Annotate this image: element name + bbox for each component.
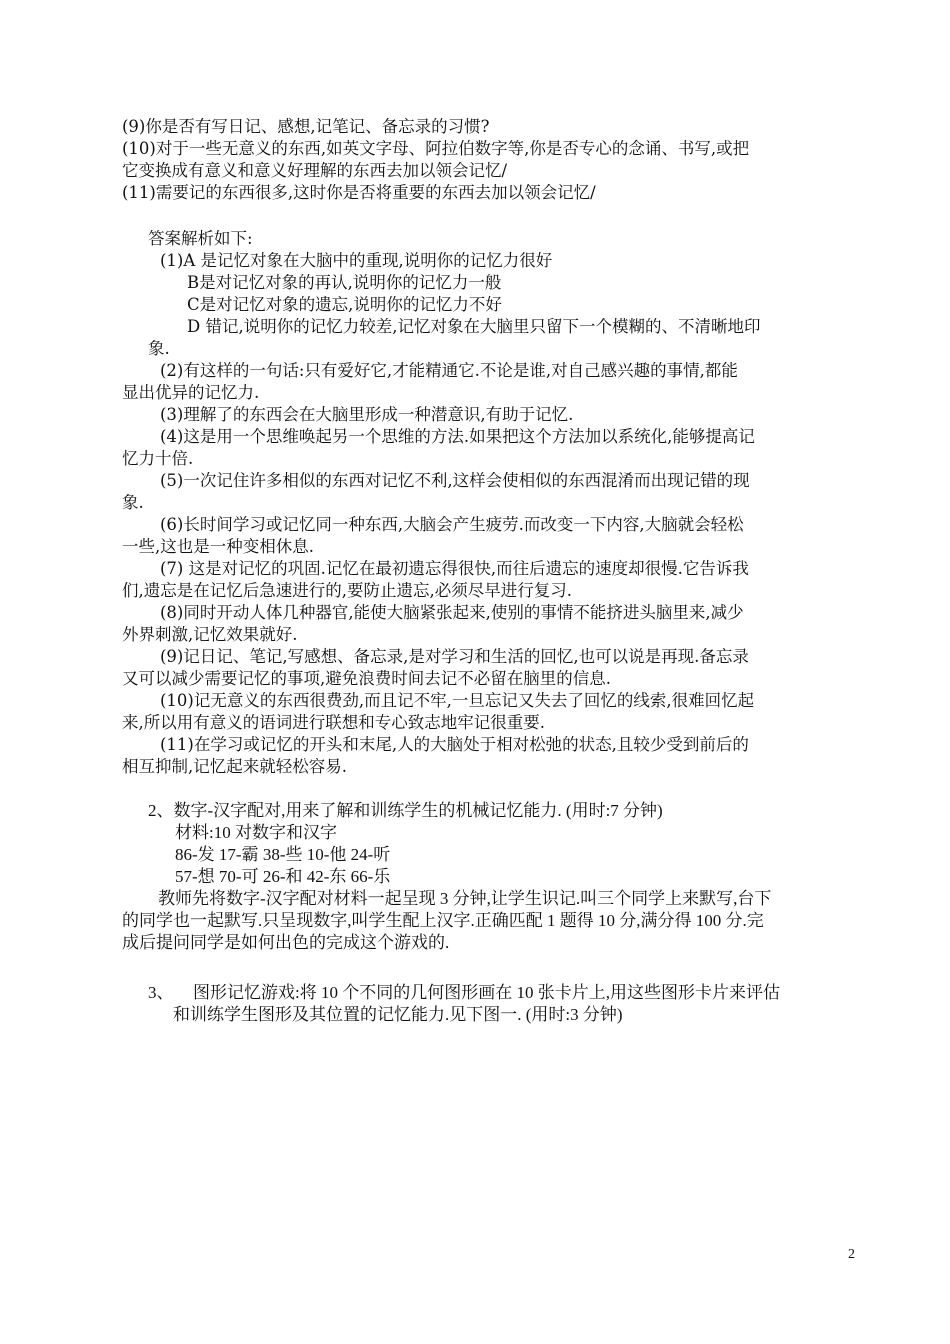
answer-5-line-1: (5)一次记住许多相似的东西对记忆不利,这样会使相似的东西混淆而出现记错的现 [160,471,750,490]
question-10-line-1: (10)对于一些无意义的东西,如英文字母、阿拉伯数字等,你是否专心的念诵、书写,或把 [122,139,750,158]
answer-9-line-1: (9)记日记、笔记,写感想、备忘录,是对学习和生活的回忆,也可以说是再现.备忘录 [160,647,749,666]
answers-heading: 答案解析如下: [148,229,253,248]
answer-11-line-1: (11)在学习或记忆的开头和末尾,人的大脑处于相对松弛的状态,且较少受到前后的 [160,735,749,754]
section-2-pairs-row-1: 86-发 17-霸 38-些 10-他 24-听 [175,845,391,864]
answer-8-line-1: (8)同时开动人体几种器官,能使大脑紧张起来,使别的事情不能挤进头脑里来,减少 [160,603,744,622]
question-10-line-2: 它变换成有意义和意义好理解的东西去加以领会记忆/ [122,161,508,180]
section-2-material: 材料:10 对数字和汉字 [175,823,337,842]
answer-10-line-1: (10)记无意义的东西很费劲,而且记不牢,一旦忘记又失去了回忆的线索,很难回忆起 [160,691,755,710]
answer-1-d-line-2: 象. [148,339,170,358]
answer-11-line-2: 相互抑制,记忆起来就轻松容易. [122,757,347,776]
answer-2-line-2: 显出优异的记忆力. [122,383,260,402]
section-2-title: 2、数字-汉字配对,用来了解和训练学生的机械记忆能力. (用时:7 分钟) [148,801,663,820]
section-2-paragraph-line-1: 教师先将数字-汉字配对材料一起呈现 3 分钟,让学生识记.叫三个同学上来默写,台下 [158,889,772,908]
question-11: (11)需要记的东西很多,这时你是否将重要的东西去加以领会记忆/ [122,183,596,202]
page-number: 2 [848,1247,855,1262]
answer-1-d-line-1: D 错记,说明你的记忆力较差,记忆对象在大脑里只留下一个模糊的、不清晰地印 [187,317,761,336]
answer-6-line-2: 一些,这也是一种变相休息. [122,537,314,556]
answer-3: (3)理解了的东西会在大脑里形成一种潜意识,有助于记忆. [160,405,574,424]
question-9: (9)你是否有写日记、感想,记笔记、备忘录的习惯? [122,117,490,136]
answer-5-line-2: 象. [122,493,144,512]
section-2-paragraph-line-2: 的同学也一起默写.只呈现数字,叫学生配上汉字.正确匹配 1 题得 10 分,满分得 100 分.完 [122,911,764,930]
answer-9-line-2: 又可以减少需要记忆的事项,避免浪费时间去记不必留在脑里的信息. [122,669,611,688]
answer-1-a: (1)A 是记忆对象在大脑中的重现,说明你的记忆力很好 [160,251,553,270]
section-3-number: 3、 [148,983,174,1002]
answer-4-line-1: (4)这是用一个思维唤起另一个思维的方法.如果把这个方法加以系统化,能够提高记 [160,427,755,446]
answer-1-c: C是对记忆对象的遗忘,说明你的记忆力不好 [187,295,502,314]
section-3-line-2: 和训练学生图形及其位置的记忆能力.见下图一. (用时:3 分钟) [173,1005,623,1024]
section-3-line-1: 图形记忆游戏:将 10 个不同的几何图形画在 10 张卡片上,用这些图形卡片来评估 [193,983,780,1002]
answer-7-line-1: (7) 这是对记忆的巩固.记忆在最初遗忘得很快,而往后遗忘的速度却很慢.它告诉我 [160,559,749,578]
answer-8-line-2: 外界刺激,记忆效果就好. [122,625,298,644]
answer-1-b: B是对记忆对象的再认,说明你的记忆力一般 [187,273,502,292]
answer-4-line-2: 忆力十倍. [122,449,194,468]
answer-6-line-1: (6)长时间学习或记忆同一种东西,大脑会产生疲劳.而改变一下内容,大脑就会轻松 [160,515,744,534]
section-2-pairs-row-2: 57-想 70-可 26-和 42-东 66-乐 [175,867,391,886]
section-2-paragraph-line-3: 成后提问同学是如何出色的完成这个游戏的. [122,933,450,952]
answer-10-line-2: 来,所以用有意义的语词进行联想和专心致志地牢记很重要. [122,713,545,732]
answer-7-line-2: 们,遗忘是在记忆后急速进行的,要防止遗忘,必须尽早进行复习. [122,581,572,600]
answer-2-line-1: (2)有这样的一句话:只有爱好它,才能精通它.不论是谁,对自己感兴趣的事情,都能 [160,361,738,380]
